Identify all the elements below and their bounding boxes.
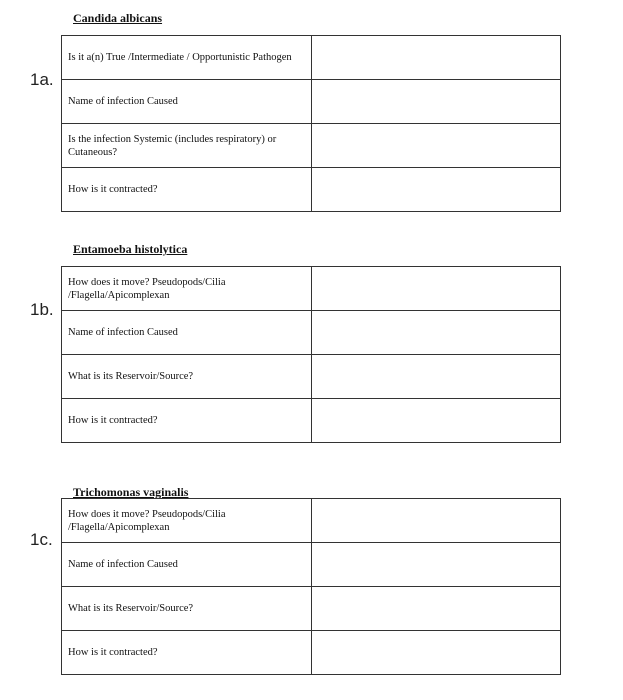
answer-cell[interactable] <box>312 80 561 124</box>
question-table <box>61 498 561 675</box>
table-row <box>62 267 561 311</box>
question-cell: Name of infection Caused <box>62 311 312 355</box>
answer-cell[interactable] <box>312 355 561 399</box>
table-row <box>62 631 561 675</box>
question-cell: How is it contracted? <box>62 399 312 443</box>
table-row <box>62 311 561 355</box>
question-cell: How does it move? Pseudopods/Cilia /Flagella/Apicomplexan <box>62 499 312 543</box>
table-row <box>62 355 561 399</box>
question-table <box>61 35 561 212</box>
question-cell: How is it contracted? <box>62 631 312 675</box>
section-title: Candida albicans <box>73 11 163 25</box>
table-row <box>62 36 561 80</box>
question-cell: Name of infection Caused <box>62 80 312 124</box>
section-title: Entamoeba histolytica <box>73 242 188 256</box>
section-label: 1b. <box>30 300 54 319</box>
question-cell: How is it contracted? <box>62 168 312 212</box>
question-table <box>61 266 561 443</box>
question-cell: Name of infection Caused <box>62 543 312 587</box>
answer-cell[interactable] <box>312 36 561 80</box>
answer-cell[interactable] <box>312 168 561 212</box>
question-cell: What is its Reservoir/Source? <box>62 355 312 399</box>
section-label: 1a. <box>30 70 54 89</box>
table-row <box>62 80 561 124</box>
answer-cell[interactable] <box>312 499 561 543</box>
table-row <box>62 399 561 443</box>
answer-cell[interactable] <box>312 399 561 443</box>
answer-cell[interactable] <box>312 267 561 311</box>
answer-cell[interactable] <box>312 124 561 168</box>
question-cell: Is the infection Systemic (includes respiratory) or Cutaneous? <box>62 124 312 168</box>
table-row <box>62 499 561 543</box>
table-row <box>62 124 561 168</box>
table-row <box>62 543 561 587</box>
answer-cell[interactable] <box>312 543 561 587</box>
answer-cell[interactable] <box>312 631 561 675</box>
section-label: 1c. <box>30 530 53 549</box>
question-cell: How does it move? Pseudopods/Cilia /Flagella/Apicomplexan <box>62 267 312 311</box>
answer-cell[interactable] <box>312 311 561 355</box>
table-row <box>62 587 561 631</box>
section-title: Trichomonas vaginalis <box>73 485 189 499</box>
answer-cell[interactable] <box>312 587 561 631</box>
question-cell: What is its Reservoir/Source? <box>62 587 312 631</box>
question-cell: Is it a(n) True /Intermediate / Opportunistic Pathogen <box>62 36 312 80</box>
table-row <box>62 168 561 212</box>
